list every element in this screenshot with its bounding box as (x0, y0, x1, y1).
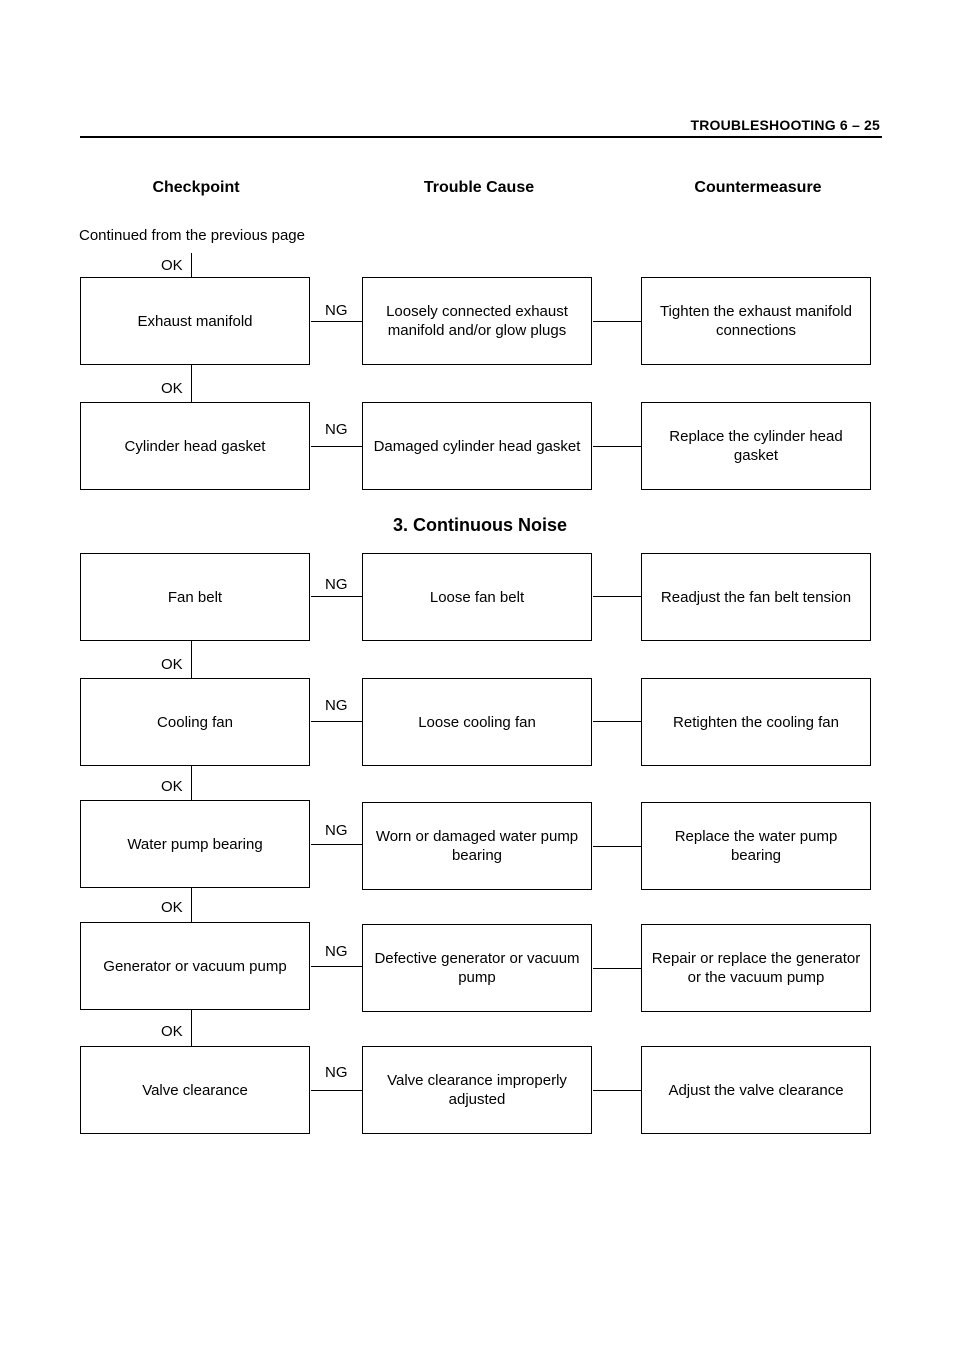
ng-label: NG (325, 421, 348, 438)
countermeasure-box: Repair or replace the generator or the vacuum pump (641, 924, 871, 1012)
ng-connector (311, 446, 363, 447)
ok-label: OK (161, 899, 183, 916)
cause-box: Loose cooling fan (362, 678, 592, 766)
countermeasure-connector (593, 446, 642, 447)
countermeasure-box: Retighten the cooling fan (641, 678, 871, 766)
ng-connector (311, 1090, 363, 1091)
checkpoint-box: Exhaust manifold (80, 277, 310, 365)
ng-connector (311, 721, 363, 722)
continued-note: Continued from the previous page (79, 227, 305, 244)
page-header: TROUBLESHOOTING 6 – 25 (690, 117, 880, 133)
countermeasure-box: Replace the water pump bearing (641, 802, 871, 890)
column-head-countermeasure: Countermeasure (694, 179, 822, 196)
ok-label: OK (161, 1023, 183, 1040)
ok-connector (191, 365, 192, 402)
ok-connector (191, 1010, 192, 1046)
cause-box: Valve clearance improperly adjusted (362, 1046, 592, 1134)
countermeasure-connector (593, 596, 642, 597)
countermeasure-box: Adjust the valve clearance (641, 1046, 871, 1134)
ok-label: OK (161, 257, 183, 274)
checkpoint-box: Fan belt (80, 553, 310, 641)
cause-box: Loose fan belt (362, 553, 592, 641)
countermeasure-connector (593, 846, 642, 847)
ng-label: NG (325, 697, 348, 714)
countermeasure-box: Readjust the fan belt tension (641, 553, 871, 641)
checkpoint-box: Generator or vacuum pump (80, 922, 310, 1010)
ok-label: OK (161, 656, 183, 673)
column-head-checkpoint: Checkpoint (152, 179, 240, 196)
ng-connector (311, 596, 363, 597)
section-title: 3. Continuous Noise (392, 515, 567, 535)
cause-box: Loosely connected exhaust manifold and/or glow plugs (362, 277, 592, 365)
ok-connector (191, 766, 192, 800)
ng-connector (311, 966, 363, 967)
ok-label: OK (161, 778, 183, 795)
checkpoint-box: Water pump bearing (80, 800, 310, 888)
ng-label: NG (325, 943, 348, 960)
ng-connector (311, 321, 363, 322)
ng-label: NG (325, 576, 348, 593)
countermeasure-connector (593, 721, 642, 722)
cause-box: Damaged cylinder head gasket (362, 402, 592, 490)
ng-connector (311, 844, 363, 845)
ok-connector (191, 888, 192, 922)
ok-label: OK (161, 380, 183, 397)
checkpoint-box: Valve clearance (80, 1046, 310, 1134)
countermeasure-box: Replace the cylinder head gasket (641, 402, 871, 490)
countermeasure-connector (593, 321, 642, 322)
checkpoint-box: Cylinder head gasket (80, 402, 310, 490)
ok-connector (191, 253, 192, 277)
header-rule (80, 136, 882, 138)
cause-box: Defective generator or vacuum pump (362, 924, 592, 1012)
ok-connector (191, 641, 192, 678)
column-head-trouble-cause: Trouble Cause (423, 179, 535, 196)
countermeasure-box: Tighten the exhaust manifold connections (641, 277, 871, 365)
cause-box: Worn or damaged water pump bearing (362, 802, 592, 890)
ng-label: NG (325, 1064, 348, 1081)
ng-label: NG (325, 822, 348, 839)
countermeasure-connector (593, 968, 642, 969)
checkpoint-box: Cooling fan (80, 678, 310, 766)
countermeasure-connector (593, 1090, 642, 1091)
ng-label: NG (325, 302, 348, 319)
